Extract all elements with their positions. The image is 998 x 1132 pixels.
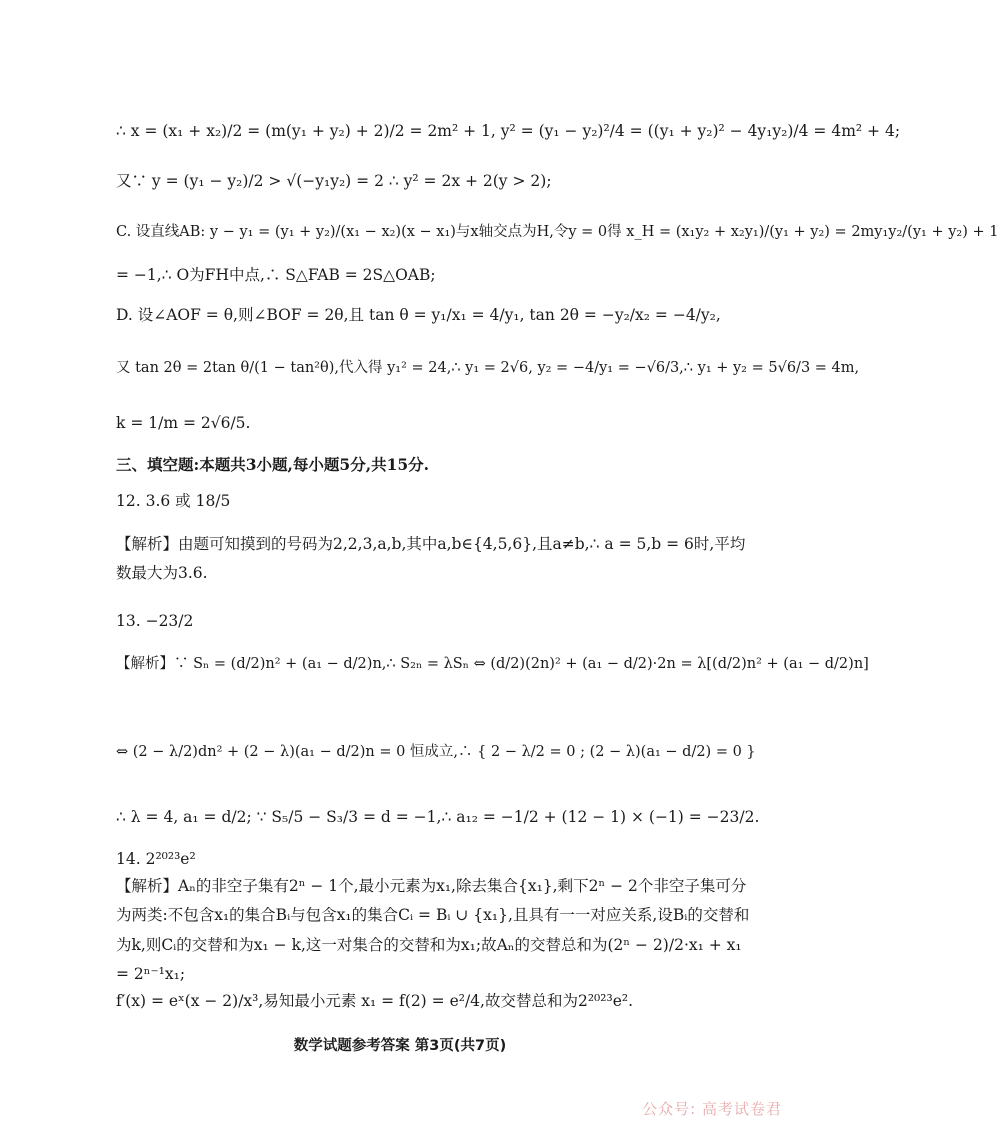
answer-13: 13. −23/2: [116, 612, 194, 630]
explanation-12: 【解析】由题可知摸到的号码为2,2,3,a,b,其中a,b∈{4,5,6},且a≠b,∴ a = 5,b = 6时,平均数最大为3.6.: [116, 535, 746, 583]
solution-line-k-value: k = 1/m = 2√6/5.: [116, 414, 251, 432]
solution-line-trajectory: 又∵ y = (y₁ − y₂)/2 > √(−y₁y₂) = 2 ∴ y² = 2x + 2(y > 2);: [116, 172, 552, 190]
section-heading-fill-in: 三、填空题:本题共3小题,每小题5分,共15分.: [116, 455, 430, 474]
answer-14: 14. 2²⁰²³e²: [116, 850, 196, 868]
explanation-13-line-2: ⇔ (2 − λ/2)dn² + (2 − λ)(a₁ − d/2)n = 0 恒成立,∴ { 2 − λ/2 = 0 ; (2 − λ)(a₁ − d/2) = 0 }: [116, 744, 756, 760]
explanation-13-line-3: ∴ λ = 4, a₁ = d/2; ∵ S₅/5 − S₃/3 = d = −1,∴ a₁₂ = −1/2 + (12 − 1) × (−1) = −23/2.: [116, 808, 760, 826]
solution-line-option-c-cont: = −1,∴ O为FH中点,∴ S△FAB = 2S△OAB;: [116, 266, 436, 284]
solution-line-midpoint: ∴ x = (x₁ + x₂)/2 = (m(y₁ + y₂) + 2)/2 = 2m² + 1, y² = (y₁ − y₂)²/4 = ((y₁ + y₂)² − 4y₁y₂)/4 = 4m² + 4;: [116, 122, 901, 140]
explanation-14: 【解析】Aₙ的非空子集有2ⁿ − 1个,最小元素为x₁,除去集合{x₁},剩下2ⁿ − 2个非空子集可分为两类:不包含x₁的集合Bᵢ与包含x₁的集合Cᵢ = Bᵢ ∪ {x₁},且具有一一对应关系,设Bᵢ的交替和为k,则Cᵢ的交替和为x₁ − k,这一对集合的交替和为x₁;故Aₙ的交替总和为(2ⁿ − 2)/2·x₁ + x₁ = 2ⁿ⁻¹x₁;: [116, 877, 750, 984]
answer-12: 12. 3.6 或 18/5: [116, 492, 231, 510]
solution-line-option-d: D. 设∠AOF = θ,则∠BOF = 2θ,且 tan θ = y₁/x₁ = 4/y₁, tan 2θ = −y₂/x₂ = −4/y₂,: [116, 306, 721, 324]
solution-line-option-c: C. 设直线AB: y − y₁ = (y₁ + y₂)/(x₁ − x₂)(x − x₁)与x轴交点为H,令y = 0得 x_H = (x₁y₂ + x₂y₁)/(y₁ + y₂) = 2my₁y₂/(y₁ + y₂) + 1: [116, 224, 998, 240]
explanation-14-derivative: f′(x) = eˣ(x − 2)/x³,易知最小元素 x₁ = f(2) = e²/4,故交替总和为2²⁰²³e².: [116, 992, 634, 1010]
explanation-13-line-1: 【解析】∵ Sₙ = (d/2)n² + (a₁ − d/2)n,∴ S₂ₙ = λSₙ ⇔ (d/2)(2n)² + (a₁ − d/2)·2n = λ[(d/2)n² + (a₁ − d/2)n]: [116, 656, 869, 672]
watermark: 公众号: 高考试卷君: [642, 1100, 782, 1118]
page-footer: 数学试题参考答案 第3页(共7页): [293, 1038, 507, 1054]
solution-line-option-d-cont: 又 tan 2θ = 2tan θ/(1 − tan²θ),代入得 y₁² = 24,∴ y₁ = 2√6, y₂ = −4/y₁ = −√6/3,∴ y₁ + y₂ = 5√6/3 = 4m,: [116, 360, 860, 376]
